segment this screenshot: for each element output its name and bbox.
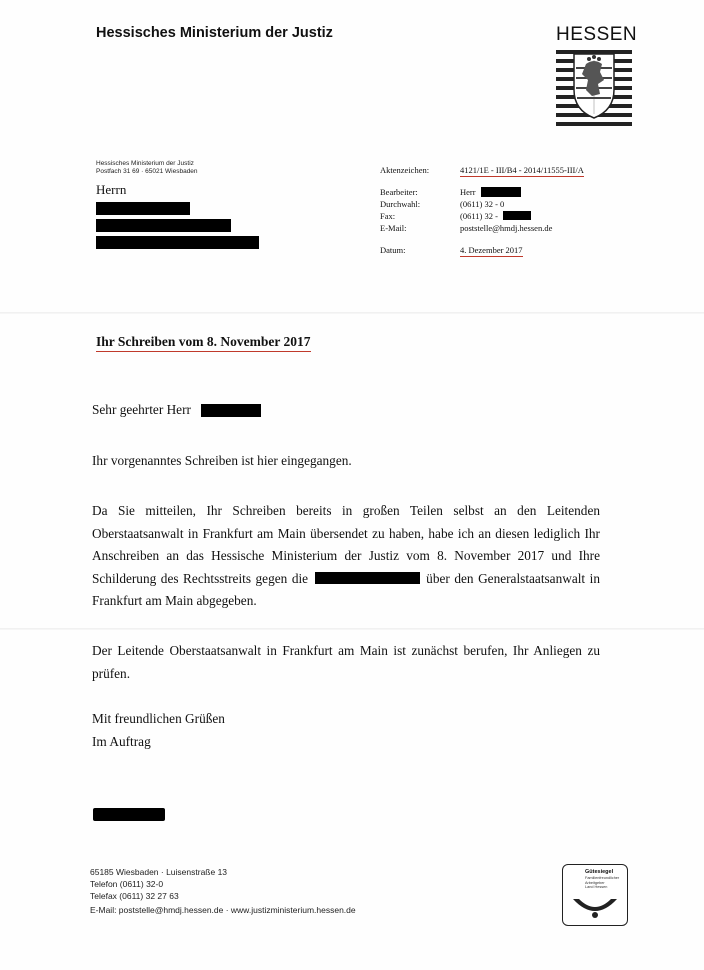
redacted-greeting-name [201, 404, 261, 417]
redacted-recipient-name [96, 202, 190, 215]
seal-title: Gütesiegel [585, 869, 614, 875]
datum-label: Datum: [380, 245, 406, 255]
ministry-title: Hessisches Ministerium der Justiz [96, 25, 333, 41]
return-address-line1: Hessisches Ministerium der Justiz [96, 160, 194, 167]
closing-on-behalf: Im Auftrag [92, 734, 151, 749]
fax-value: (0611) 32 - [460, 211, 498, 221]
paragraph-forwarded-part2: über den Generalstaatsanwalt in Frankfurt am Main abgegeben. [92, 570, 601, 608]
aktenzeichen-value: 4121/1E - III/B4 - 2014/11555-III/A [460, 165, 584, 175]
footer-telefax: Telefax (0611) 32 27 63 [90, 891, 179, 901]
seal-text-line1: Familienfreundlicher [585, 876, 620, 880]
footer-address: 65185 Wiesbaden · Luisenstraße 13 [90, 867, 228, 877]
footer-email-web: E-Mail: poststelle@hmdj.hessen.de · www.justizministerium.hessen.de [90, 905, 356, 915]
durchwahl-value: (0611) 32 - 0 [460, 199, 505, 209]
greeting: Sehr geehrter Herr [92, 402, 191, 417]
redacted-recipient-city [96, 236, 259, 249]
fold-line-top [0, 312, 704, 314]
letter-subject: Ihr Schreiben vom 8. November 2017 [96, 334, 311, 352]
bearbeiter-label: Bearbeiter: [380, 187, 418, 197]
hessen-crest-icon [556, 50, 632, 126]
fax-label: Fax: [380, 211, 396, 221]
return-address-line2: Postfach 31 69 · 65021 Wiesbaden [96, 168, 198, 175]
state-wordmark: HESSEN [556, 24, 638, 45]
return-address [96, 160, 198, 176]
redacted-recipient-street [96, 219, 231, 232]
redacted-opponent-name [315, 572, 420, 584]
paragraph-forwarded [92, 500, 600, 613]
paragraph-received: Ihr vorgenanntes Schreiben ist hier eingegangen. [92, 453, 352, 468]
fold-line-middle [0, 628, 704, 630]
recipient-title: Herrn [96, 182, 127, 197]
email-label: E-Mail: [380, 223, 407, 233]
family-friendly-seal [562, 864, 628, 926]
redacted-signature [93, 808, 165, 821]
bearbeiter-value: Herr [460, 187, 476, 197]
redacted-fax-extension [503, 211, 531, 220]
footer-telefon: Telefon (0611) 32-0 [90, 879, 164, 889]
footer-address-block [90, 866, 227, 902]
durchwahl-label: Durchwahl: [380, 199, 421, 209]
paragraph-forwarded-part1: Da Sie mitteilen, Ihr Schreiben bereits in großen Teilen selbst an den Leitenden Oberstaatsanwalt in Frankfurt am Main übersendet zu haben, habe ich an diesen lediglich Ihr Anschreiben an das Hessische Ministerium der Justiz vom 8. November 2017 und Ihre Schilderung des Rechtsstreits gegen die [92, 503, 600, 586]
datum-value: 4. Dezember 2017 [460, 245, 523, 255]
seal-text-line2: Arbeitgeber [585, 880, 605, 885]
paragraph-competence: Der Leitende Oberstaatsanwalt in Frankfurt am Main ist zunächst berufen, Ihr Anliegen zu prüfen. [92, 643, 600, 681]
email-value: poststelle@hmdj.hessen.de [460, 223, 553, 233]
closing-regards: Mit freundlichen Grüßen [92, 711, 225, 726]
aktenzeichen-label: Aktenzeichen: [380, 165, 430, 175]
seal-text-line3: Land Hessen [585, 885, 608, 889]
seal-text [585, 876, 619, 890]
redacted-bearbeiter-name [481, 187, 521, 197]
